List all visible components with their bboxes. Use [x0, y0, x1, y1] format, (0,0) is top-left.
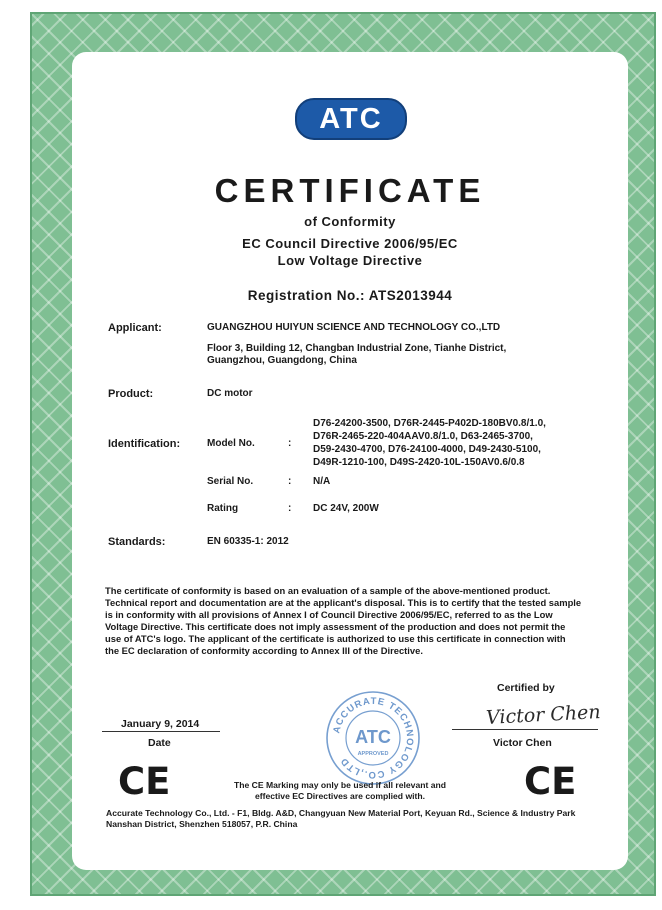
- ce-note-line1: The CE Marking may only be used if all relevant and: [233, 780, 447, 790]
- stamp-center-text: ATC: [355, 727, 391, 747]
- product-value: DC motor: [207, 388, 253, 399]
- standards-label: Standards:: [108, 536, 166, 548]
- model-colon: :: [288, 438, 292, 449]
- issue-date: January 9, 2014: [121, 718, 200, 730]
- stamp-outer-text: ACCURATE TECHNOLOGY CO.,LTD: [331, 695, 416, 781]
- logo-text: ATC: [319, 103, 383, 135]
- signatory-name: Victor Chen: [493, 737, 552, 749]
- standards-value: EN 60335-1: 2012: [207, 536, 289, 547]
- applicant-name: GUANGZHOU HUIYUN SCIENCE AND TECHNOLOGY CO.,LTD: [207, 322, 501, 333]
- model-line-4: D49R-1210-100, D49S-2420-10L-150AV0.6/0.8: [313, 457, 525, 468]
- model-line-2: D76R-2465-220-404AAV0.8/1.0, D63-2465-3700,: [313, 431, 533, 442]
- product-label: Product:: [108, 388, 154, 400]
- statement-line: Technical report and documentation are at the applicant's disposal. This is to certify that the tested sample: [105, 597, 582, 608]
- statement-line: Voltage Directive. This certificate does not imply assessment of the production and does not permit the: [105, 621, 566, 632]
- registration-number: Registration No.: ATS2013944: [247, 288, 453, 303]
- serial-colon: :: [288, 476, 292, 487]
- applicant-label: Applicant:: [108, 322, 162, 334]
- ce-mark-left: CE: [118, 760, 171, 803]
- certified-by-label: Certified by: [497, 682, 555, 694]
- model-label: Model No.: [207, 438, 255, 449]
- statement-line: is in conformity with all provisions of Annex I of Council Directive 2006/95/EC, referred to as the Low: [105, 609, 553, 620]
- footer-address-line1: Accurate Technology Co., Ltd. - F1, Bldg. A&D, Changyuan New Material Port, Keyuan Rd., Science & Industry Park: [106, 808, 576, 818]
- signature-line: [452, 729, 598, 730]
- ce-note-line2: effective EC Directives are complied with.: [254, 791, 426, 801]
- statement-line: the EC declaration of conformity according to Annex III of the Directive.: [105, 645, 423, 656]
- conformity-statement: [105, 585, 602, 657]
- statement-line: The certificate of conformity is based on an evaluation of a sample of the above-mentioned product.: [105, 585, 551, 596]
- model-line-1: D76-24200-3500, D76R-2445-P402D-180BV0.8/1.0,: [313, 418, 546, 429]
- model-line-3: D59-2430-4700, D76-24100-4000, D49-2430-5100,: [313, 444, 541, 455]
- subtitle: of Conformity: [304, 214, 396, 229]
- stamp-approved-text: APPROVED: [357, 751, 389, 757]
- footer-address-line2: Nanshan District, Shenzhen 518057, P.R. China: [106, 819, 298, 829]
- rating-value: DC 24V, 200W: [313, 503, 379, 514]
- date-underline: [102, 731, 220, 732]
- identification-label: Identification:: [108, 438, 181, 450]
- applicant-address-line2: Guangzhou, Guangdong, China: [207, 355, 357, 366]
- directive-name: Low Voltage Directive: [277, 253, 423, 268]
- ce-mark-right: CE: [524, 760, 577, 803]
- statement-line: use of ATC's logo. The applicant of the certificate is authorized to use this certificate in connection with: [105, 633, 566, 644]
- date-label: Date: [148, 737, 171, 749]
- rating-label: Rating: [207, 503, 239, 514]
- directive: EC Council Directive 2006/95/EC: [242, 236, 458, 251]
- atc-logo: [295, 98, 407, 140]
- serial-value: N/A: [313, 476, 331, 487]
- applicant-address-line1: Floor 3, Building 12, Changban Industrial Zone, Tianhe District,: [207, 343, 507, 354]
- signature: Victor Chen: [485, 701, 602, 729]
- certificate-title: CERTIFICATE: [214, 172, 486, 209]
- approval-stamp: [325, 690, 421, 786]
- serial-label: Serial No.: [207, 476, 254, 487]
- rating-colon: :: [288, 503, 292, 514]
